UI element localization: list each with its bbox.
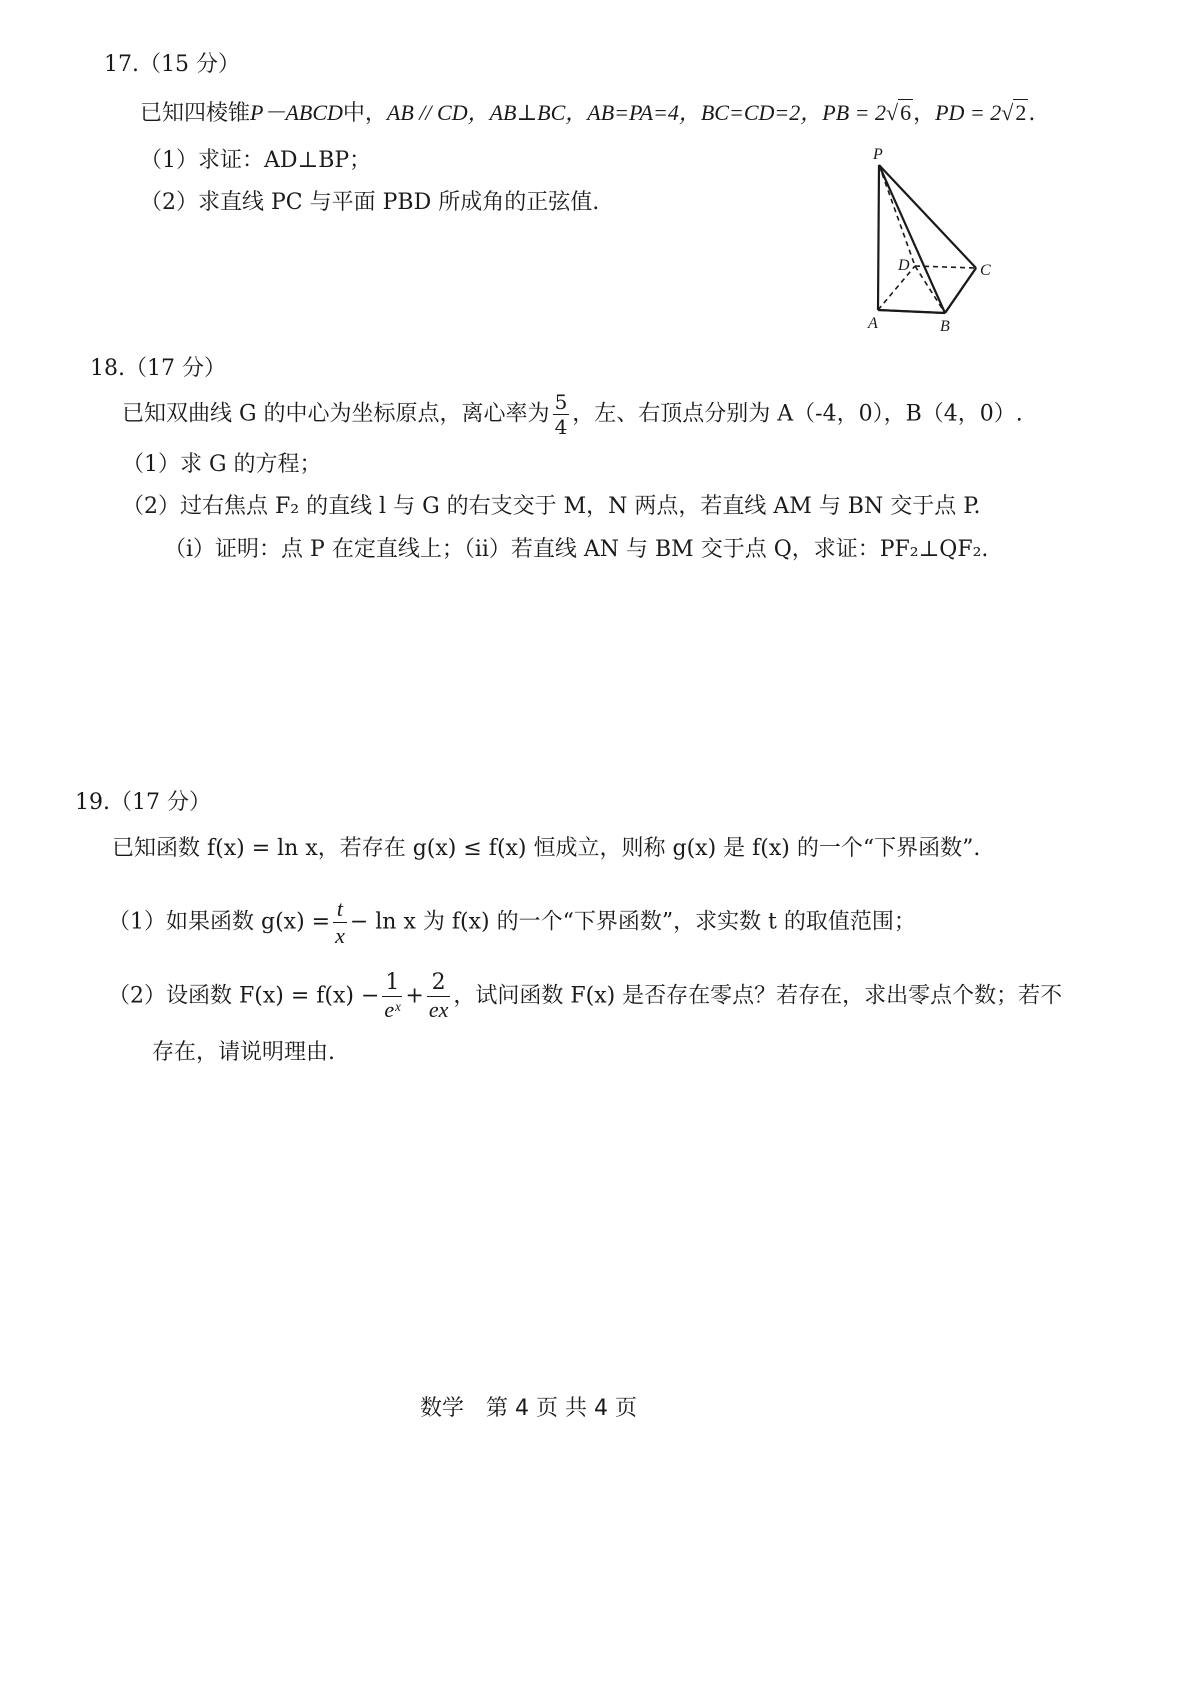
q17-stem-zhong: 中， bbox=[342, 101, 387, 126]
edge-pd-dashed bbox=[879, 165, 915, 266]
page-footer: 数学 第 4 页 共 4 页 bbox=[420, 1396, 637, 1421]
q17-stem-prefix: 已知四棱锥 bbox=[140, 101, 251, 126]
q17-pd-label: PD = 2 bbox=[935, 100, 1002, 125]
vertex-label-b: B bbox=[940, 318, 950, 335]
q17-score: （15 分） bbox=[139, 52, 240, 77]
q17-part1: （1）求证：AD⊥BP； bbox=[140, 148, 372, 173]
q18-part1: （1）求 G 的方程； bbox=[122, 452, 322, 477]
q18-number: 18. bbox=[90, 356, 125, 381]
q19-p2-b: ，试问函数 F(x) 是否存在零点？若存在，求出零点个数；若不 bbox=[453, 983, 1063, 1009]
edge-pc bbox=[879, 165, 976, 268]
q19-p2-f1-den: eˣ bbox=[384, 997, 401, 1022]
edge-ap bbox=[878, 165, 879, 310]
q19-score: （17 分） bbox=[110, 790, 211, 815]
vertex-label-p: P bbox=[873, 146, 883, 163]
q19-p2-fraction-1 bbox=[382, 972, 402, 1021]
q17-pyramid-name: P－ABCD bbox=[250, 100, 343, 125]
q19-p1-den: x bbox=[335, 923, 345, 948]
q17-header bbox=[104, 52, 240, 78]
q19-p1-num: t bbox=[333, 898, 347, 923]
q19-header bbox=[75, 790, 211, 816]
pyramid-solid-edge-set bbox=[878, 165, 976, 313]
q18-score: （17 分） bbox=[125, 356, 226, 381]
q17-pd-radicand: 2 bbox=[1015, 100, 1027, 125]
q17-number: 17. bbox=[104, 52, 139, 77]
q18-ecc-num: 5 bbox=[554, 390, 568, 414]
q19-p2-a: （2）设函数 F(x) = f(x) − bbox=[108, 983, 380, 1009]
q17-pb-radicand: 6 bbox=[900, 100, 912, 125]
q17-part2: （2）求直线 PC 与平面 PBD 所成角的正弦值. bbox=[140, 190, 600, 215]
edge-bc-solid bbox=[945, 268, 976, 313]
q17-pb-sqrt: √6 bbox=[885, 100, 912, 125]
q19-part2 bbox=[108, 972, 1062, 1021]
q18-stem bbox=[122, 392, 1023, 437]
q19-p2-f2-den: ex bbox=[428, 997, 449, 1022]
q17-pb-label: PB = 2 bbox=[822, 100, 886, 125]
q19-p2-f1-num: 1 bbox=[382, 972, 402, 997]
pyramid-figure bbox=[870, 145, 1030, 335]
q18-eccentricity-fraction bbox=[553, 392, 570, 437]
q18-stem-b: ，左、右顶点分别为 A（-4，0），B（4，0）. bbox=[572, 401, 1023, 427]
q18-stem-a: 已知双曲线 G 的中心为坐标原点，离心率为 bbox=[122, 401, 550, 427]
q17-pd-sqrt: √2 bbox=[1001, 100, 1027, 125]
vertex-label-a: A bbox=[868, 315, 878, 332]
q18-header bbox=[90, 356, 226, 382]
q17-conditions: AB // CD，AB⊥BC，AB=PA=4，BC=CD=2， bbox=[386, 100, 823, 125]
q19-part2-continued: 存在，请说明理由. bbox=[152, 1040, 335, 1065]
q19-p1-a: （1）如果函数 g(x) = bbox=[108, 909, 331, 935]
q19-p1-b: − ln x 为 f(x) 的一个“下界函数”，求实数 t 的取值范围； bbox=[349, 909, 916, 935]
edge-pb bbox=[879, 165, 945, 313]
edge-db-dashed bbox=[915, 266, 945, 313]
vertex-label-c: C bbox=[980, 262, 991, 279]
q19-p2-f2-num: 2 bbox=[427, 972, 451, 997]
q19-number: 19. bbox=[75, 790, 110, 815]
q17-sep: ， bbox=[913, 101, 936, 126]
edge-ab-solid bbox=[878, 310, 945, 313]
q17-stem bbox=[140, 100, 1035, 127]
q19-stem: 已知函数 f(x) = ln x，若存在 g(x) ≤ f(x) 恒成立，则称 g(x) 是 f(x) 的一个“下界函数”. bbox=[112, 836, 981, 861]
q19-p1-fraction bbox=[333, 898, 347, 947]
q19-p2-plus: + bbox=[405, 983, 424, 1009]
q19-p2-fraction-2 bbox=[427, 972, 451, 1021]
q18-part2: （2）过右焦点 F₂ 的直线 l 与 G 的右支交于 M，N 两点，若直线 AM 与 BN 交于点 P. bbox=[122, 494, 981, 519]
q17-stem-end: . bbox=[1028, 101, 1036, 126]
vertex-label-d: D bbox=[898, 257, 910, 274]
q18-ecc-den: 4 bbox=[554, 415, 568, 439]
q18-part2-sub: （i）证明：点 P 在定直线上；（ii）若直线 AN 与 BM 交于点 Q，求证：PF₂⊥QF₂. bbox=[164, 537, 989, 562]
q19-part1 bbox=[108, 898, 916, 947]
